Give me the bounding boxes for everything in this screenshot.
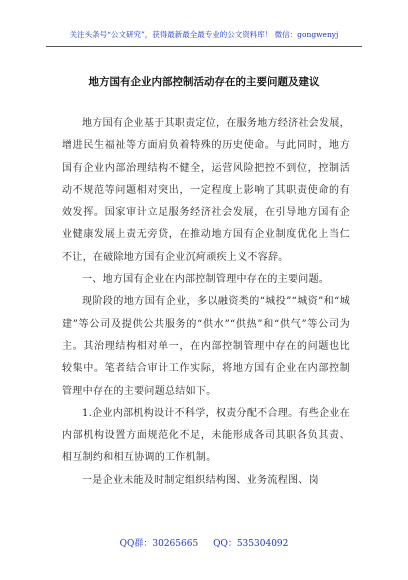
footer-contact [0, 536, 408, 549]
paragraph: 现阶段的地方国有企业，多以融资类的“城投”“城资”和“城建”等公司及提供公共服务的“供水”“供热”和“供气”等公司为主。其治理结构相对单一，在内部控制管理中存在的问题也比较集中。笔者结合审计工作实际，将地方国有企业在内部控制管理中存在的主要问题总结如下。 [62, 296, 350, 397]
section-heading: 一、地方国有企业在内部控制管理中存在的主要问题。 [82, 274, 330, 286]
paragraph: 地方国有企业基于其职责定位，在服务地方经济社会发展，增进民生福祉等方面肩负着特殊的历史使命。与此同时，地方国有企业内部治理结构不健全，运营风险把控不到位，控制活动不规范等问题相对突出，一定程度上影响了其职责使命的有效发挥。国家审计立足服务经济社会发展，在引导地方国有企业健康发展上责无旁贷，在推动地方国有企业制度优化上当仁不让，在破除地方国有企业沉疴顽疾上义不容辞。 [62, 118, 350, 263]
header-divider [46, 46, 362, 47]
document-title: 地方国有企业内部控制活动存在的主要问题及建议 [88, 76, 320, 88]
document-body [62, 113, 350, 492]
header-note: 关注头条号“公文研究”，获得最新最全最专业的公文资料库！ 微信：gongwenyj [69, 30, 339, 39]
paragraph: 1.企业内部机构设计不科学，权责分配不合理。有些企业在内部机构设置方面规范化不足，未能形成各司其职各负其责、相互制约和相互协调的工作机制。 [62, 407, 350, 464]
footer-qq-number: QQ：535304092 [213, 539, 289, 549]
paragraph: 一是企业未能及时制定组织结构图、业务流程图、岗 [82, 474, 319, 486]
footer-qq-group: QQ群：30265665 [119, 539, 199, 549]
